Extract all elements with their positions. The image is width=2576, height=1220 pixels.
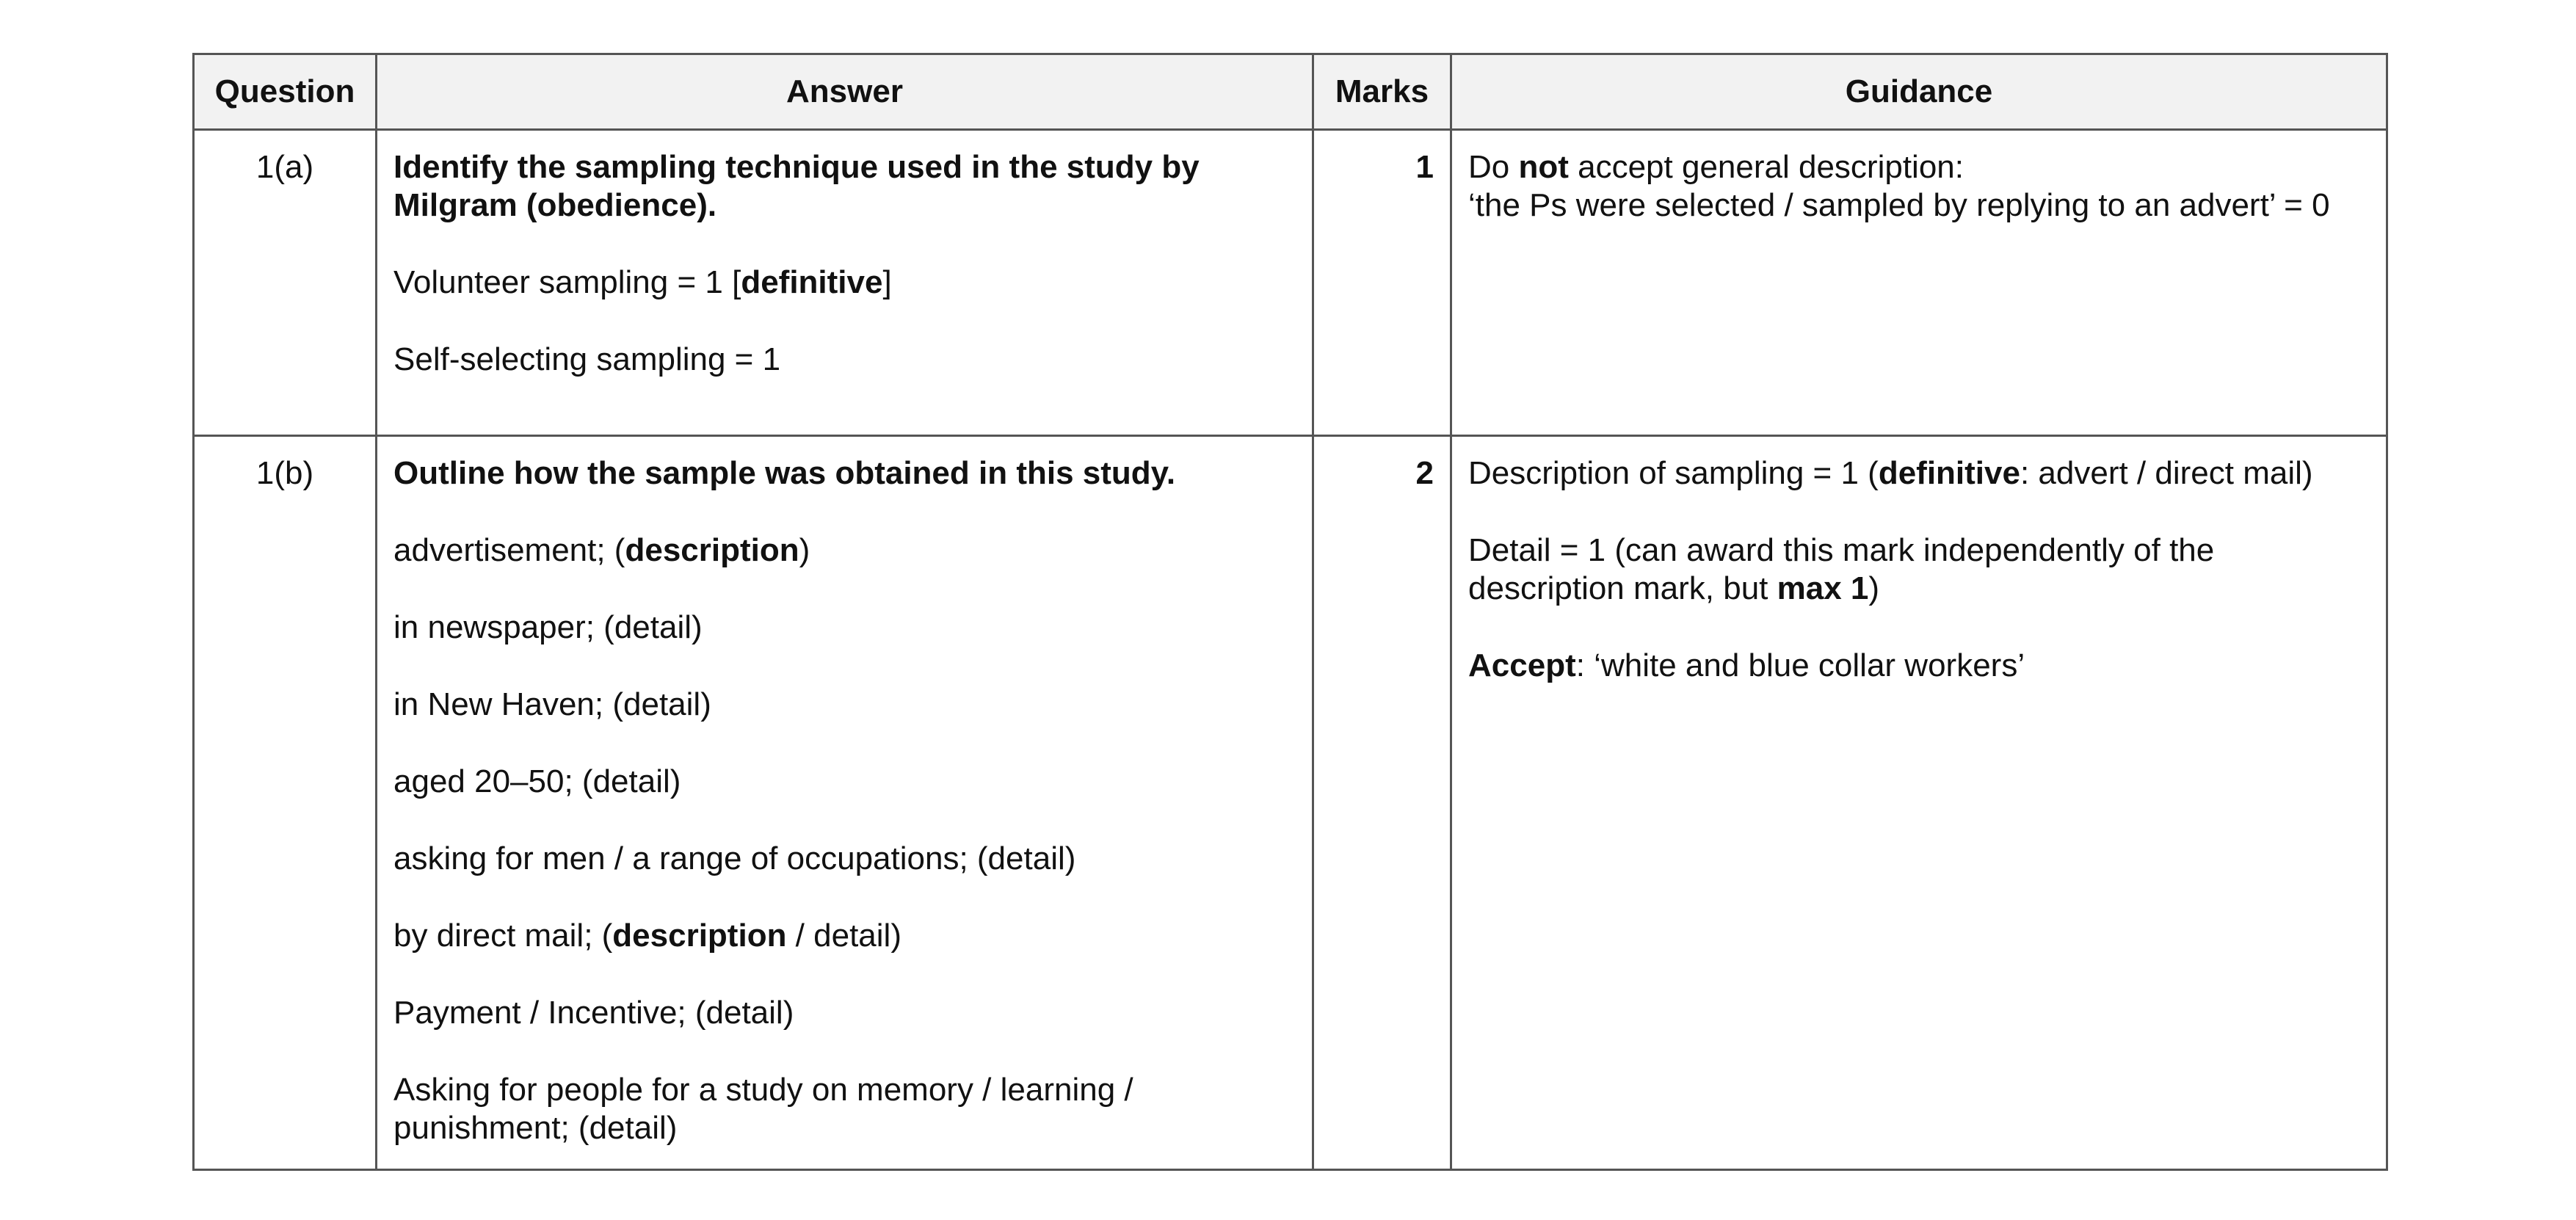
answer-cell	[377, 130, 1313, 436]
answer-column-header: Answer	[377, 54, 1313, 130]
marks-column-header: Marks	[1313, 54, 1451, 130]
guidance-column-header: Guidance	[1451, 54, 2387, 130]
answer-item: asking for men / a range of occupations; (detail)	[393, 840, 1076, 876]
answer-item: Payment / Incentive; (detail)	[393, 995, 794, 1031]
guidance-text: Detail = 1 (can award this mark independently of the description mark, but max 1)	[1468, 532, 2215, 606]
answer-item: Self-selecting sampling = 1	[393, 341, 781, 377]
marks-cell	[1313, 436, 1451, 1170]
question-cell	[194, 130, 377, 436]
answer-cell	[377, 436, 1313, 1170]
guidance-cell	[1451, 436, 2387, 1170]
table-header	[194, 54, 2387, 130]
table-row-1a	[194, 130, 2387, 436]
guidance-cell	[1451, 130, 2387, 436]
marks-cell	[1313, 130, 1451, 436]
question-column-header: Question	[194, 54, 377, 130]
header-row	[194, 54, 2387, 130]
marks-value: 2	[1415, 455, 1434, 491]
table-body	[194, 130, 2387, 1170]
question-number: 1(b)	[255, 455, 314, 491]
mark-scheme-table	[192, 53, 2388, 1171]
marks-value: 1	[1415, 149, 1434, 185]
answer-item: advertisement; (description)	[393, 532, 810, 568]
question-cell	[194, 436, 377, 1170]
answer-item: in New Haven; (detail)	[393, 686, 711, 722]
guidance-text: Description of sampling = 1 (definitive: advert / direct mail)	[1468, 455, 2313, 491]
guidance-text: Do not accept general description: ‘the Ps were selected / sampled by replying to an advert’ = 0	[1468, 149, 2330, 223]
answer-item: Asking for people for a study on memory / learning / punishment; (detail)	[393, 1072, 1133, 1146]
answer-item: Volunteer sampling = 1 [definitive]	[393, 264, 892, 300]
table-row-1b	[194, 436, 2387, 1170]
guidance-text: Accept: ‘white and blue collar workers’	[1468, 647, 2025, 683]
answer-item: by direct mail; (description / detail)	[393, 918, 901, 954]
answer-item: in newspaper; (detail)	[393, 609, 703, 645]
answer-prompt: Outline how the sample was obtained in this study.	[393, 455, 1176, 491]
answer-item: aged 20–50; (detail)	[393, 763, 681, 799]
question-number: 1(a)	[255, 149, 314, 185]
answer-prompt: Identify the sampling technique used in the study by Milgram (obedience).	[393, 149, 1200, 223]
